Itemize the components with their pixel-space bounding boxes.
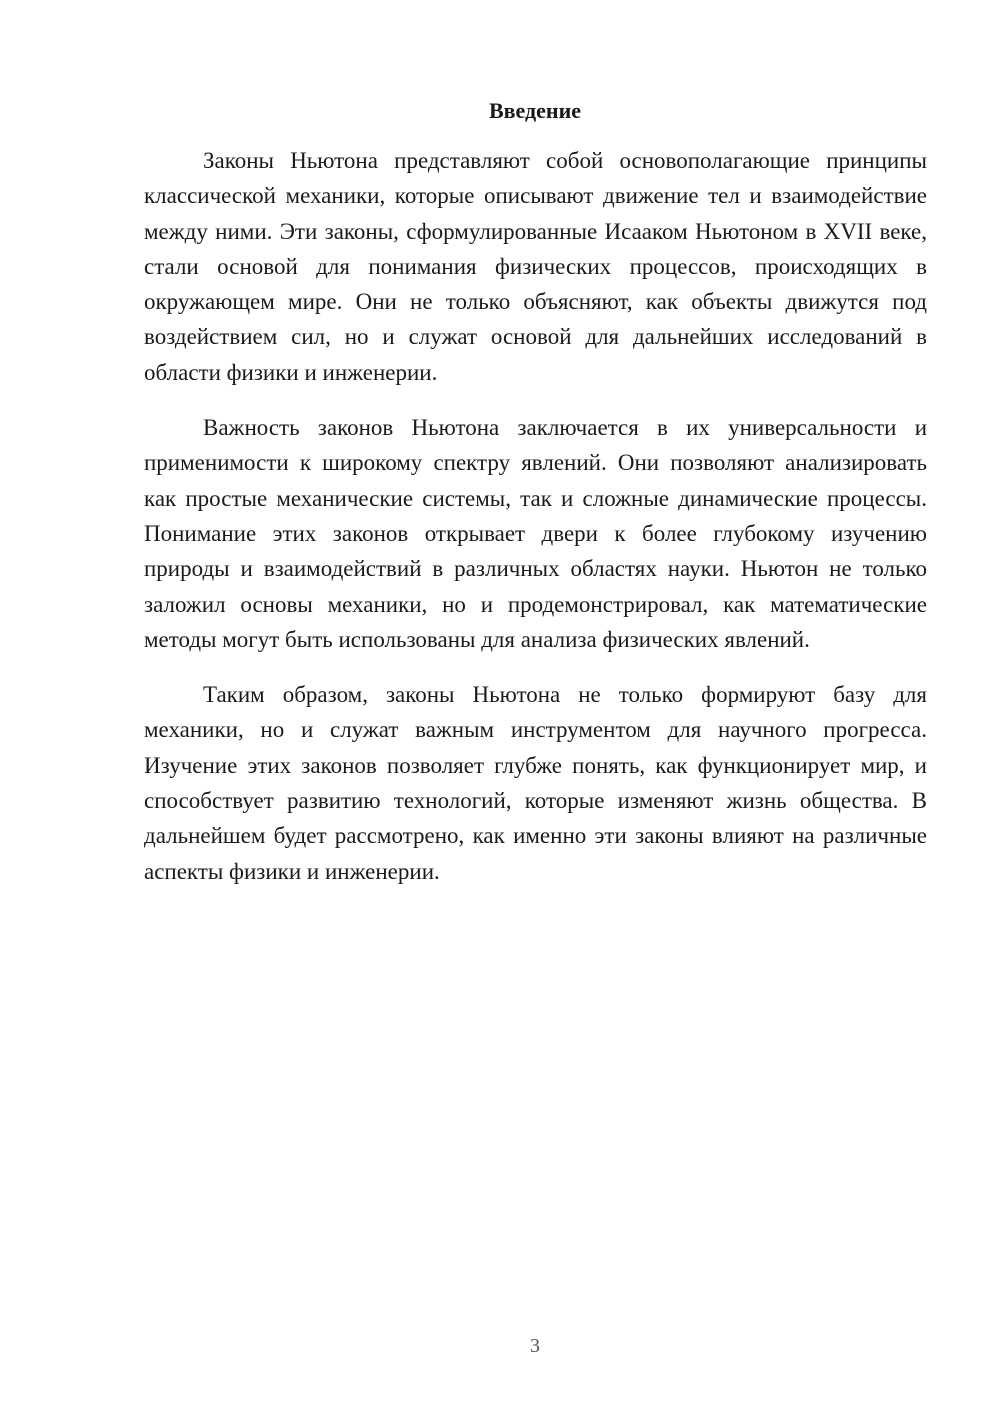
body-text bbox=[144, 143, 927, 909]
paragraph-2: Важность законов Ньютона заключается в их универсальности и применимости к широкому спектру явлений. Они позволяют анализировать как простые механические системы, так и сложные динамические процессы. Понимание этих законов открывает двери к более глубокому изучению природы и взаимодействий в различных областях науки. Ньютон не только заложил основы механики, но и продемонстрировал, как математические методы могут быть использованы для анализа физических явлений. bbox=[144, 415, 927, 652]
paragraph-1: Законы Ньютона представляют собой основополагающие принципы классической механики, которые описывают движение тел и взаимодействие между ними. Эти законы, сформулированные Исааком Ньютоном в XVII веке, стали основой для понимания физических процессов, происходящих в окружающем мире. Они не только объясняют, как объекты движутся под воздействием сил, но и служат основой для дальнейших исследований в области физики и инженерии. bbox=[144, 148, 927, 385]
section-title: Введение bbox=[488, 98, 582, 123]
paragraph-3: Таким образом, законы Ньютона не только формируют базу для механики, но и служат важным инструментом для научного прогресса. Изучение этих законов позволяет глубже понять, как функционирует мир, и способствует развитию технологий, которые изменяют жизнь общества. В дальнейшем будет рассмотрено, как именно эти законы влияют на различные аспекты физики и инженерии. bbox=[144, 682, 927, 884]
page-number: 3 bbox=[530, 1335, 540, 1357]
